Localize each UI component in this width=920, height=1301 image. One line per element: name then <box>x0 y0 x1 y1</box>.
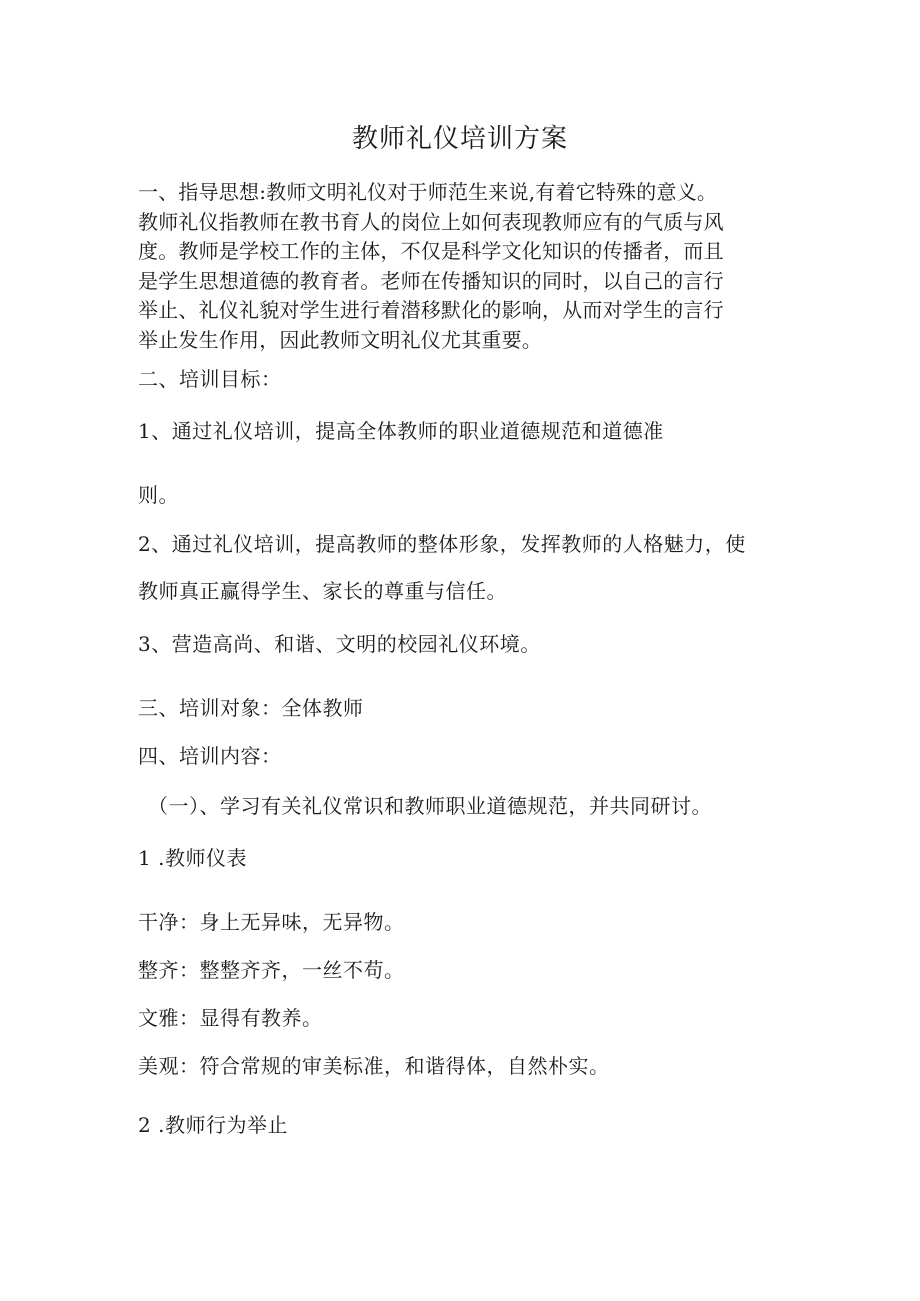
section-heading-goals: 二、培训目标： <box>138 367 282 391</box>
paragraph-line: 教师礼仪指教师在教书育人的岗位上如何表现教师应有的气质与风 <box>138 209 724 234</box>
paragraph-line: 是学生思想道德的教育者。老师在传播知识的同时，以自己的言行 <box>138 268 724 293</box>
appearance-beauty: 美观：符合常规的审美标准，和谐得体，自然朴实。 <box>138 1054 610 1078</box>
document-title: 教师礼仪培训方案 <box>351 124 568 154</box>
goal-2-line-2: 教师真正赢得学生、家长的尊重与信任。 <box>138 579 507 603</box>
subsection-1-heading: （一）、学习有关礼仪常识和教师职业道德规范，并共同研讨。 <box>148 794 712 818</box>
appearance-clean: 干净：身上无异味，无异物。 <box>138 910 405 934</box>
goal-1-line-2: 则。 <box>138 483 179 507</box>
section-heading-audience: 三、培训对象：全体教师 <box>138 696 364 720</box>
paragraph-line: 一、指导思想:教师文明礼仪对于师范生来说,有着它特殊的意义。 <box>138 180 718 204</box>
appearance-neat: 整齐：整整齐齐，一丝不苟。 <box>138 958 405 982</box>
paragraph-line: 举止、礼仪礼貌对学生进行着潜移默化的影响，从而对学生的言行 <box>138 298 724 322</box>
item-2-heading: 2 .教师行为举止 <box>138 1113 288 1137</box>
goal-2-line-1: 2、通过礼仪培训，提高教师的整体形象，发挥教师的人格魅力，使 <box>138 532 746 556</box>
guiding-ideology-paragraph <box>138 178 788 355</box>
item-1-heading: 1 .教师仪表 <box>138 846 247 870</box>
section-heading-content: 四、培训内容： <box>138 744 282 768</box>
appearance-elegant: 文雅：显得有教养。 <box>138 1006 323 1030</box>
goal-3: 3、营造高尚、和谐、文明的校园礼仪环境。 <box>138 632 541 656</box>
goal-1-line-1: 1、通过礼仪培训，提高全体教师的职业道德规范和道德准 <box>138 419 664 443</box>
paragraph-line: 举止发生作用，因此教师文明礼仪尤其重要。 <box>138 327 542 352</box>
paragraph-line: 度。教师是学校工作的主体，不仅是科学文化知识的传播者，而且 <box>138 239 724 263</box>
